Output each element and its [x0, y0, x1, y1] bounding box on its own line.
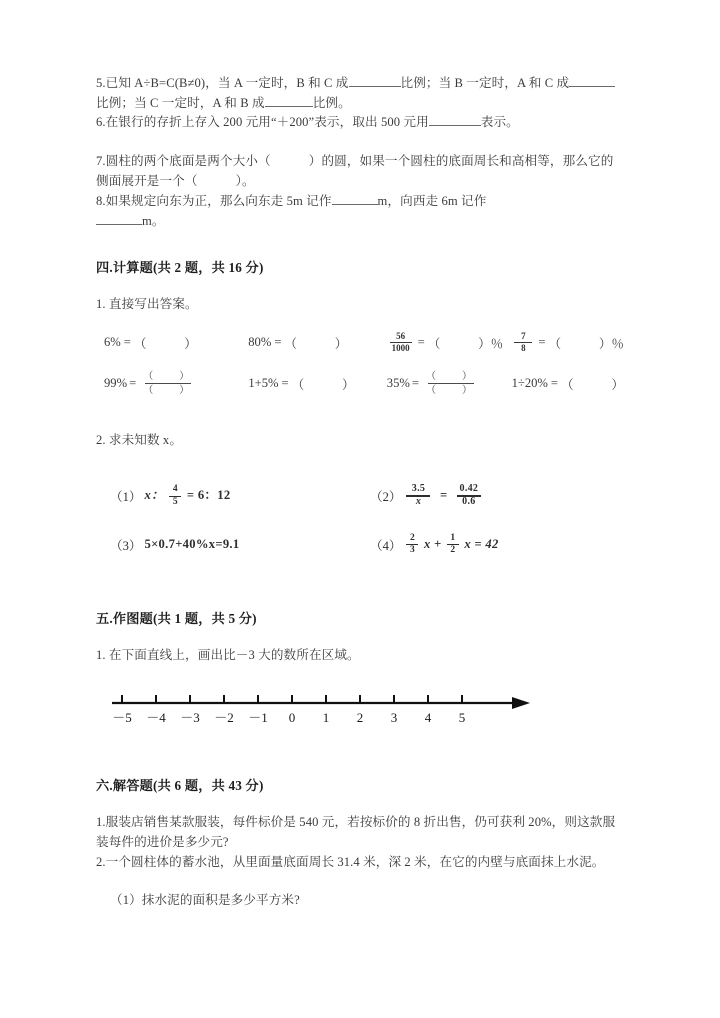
question-5-seg-1: 已知 A÷B=C(B≠0)，当 A 一定时，B 和 C 成	[105, 76, 349, 90]
question-8-seg-1: 如果规定向东为正，那么向东走 5m 记作	[105, 193, 332, 208]
equation-body	[144, 484, 230, 507]
number-line-figure	[104, 683, 624, 729]
equation-row-2	[110, 534, 624, 556]
calc-equals: =	[274, 334, 282, 349]
fraction-numerator: 4	[172, 484, 178, 495]
fraction	[406, 534, 418, 556]
calc-answer-slot[interactable]: （ ）	[561, 378, 624, 393]
equation-3	[110, 535, 370, 554]
section-four-q1-prompt: 1. 直接写出答案。	[96, 296, 198, 311]
question-6-seg-1: 在银行的存折上存入 200 元用“＋200”表示，取出 500 元用	[105, 115, 429, 129]
number-line-svg	[104, 683, 544, 729]
answer-fraction-denominator[interactable]: （ ）	[143, 385, 198, 397]
number-line-tick-label: 5	[458, 709, 466, 725]
page-content	[96, 74, 624, 910]
fraction-denominator: 0.6	[462, 496, 476, 508]
calc-item	[387, 371, 512, 396]
question-8-seg-2: m，向西走 6m 记作	[377, 193, 487, 208]
calc-item	[387, 332, 512, 354]
number-line-arrow-icon	[512, 697, 530, 709]
calc-answer-slot[interactable]: （ ）	[291, 378, 355, 393]
equation-1	[110, 484, 370, 507]
calc-equals: =	[417, 334, 425, 349]
calc-item	[104, 371, 248, 396]
calc-left: 35%	[386, 376, 410, 391]
question-text: 服装店销售某款服装，每件标价是 540 元，若按标价的 8 折出售，仍可获利 20%，则这款服装每件的进价是多少元?	[96, 814, 616, 849]
question-6-seg-2: 表示。	[480, 115, 519, 129]
calc-left: 6%	[104, 334, 121, 349]
question-number: 2.	[96, 854, 106, 869]
calc-equals: =	[281, 376, 289, 391]
calc-equals: =	[129, 376, 137, 391]
fraction-denominator: 3	[409, 544, 416, 555]
fill-in-blank-question-5	[96, 74, 624, 113]
answer-blank[interactable]	[265, 106, 313, 107]
equation-part-text: = 6：12	[186, 488, 231, 503]
fraction	[514, 332, 532, 354]
fraction	[457, 484, 481, 507]
section-six-sub-question-1: （1）抹水泥的面积是多少平方米?	[110, 892, 300, 907]
fraction	[390, 332, 412, 354]
answer-blank[interactable]	[429, 125, 481, 126]
question-text: 一个圆柱体的蓄水池，从里面量底面周长 31.4 米，深 2 米，在它的内壁与底面抹上水泥。	[105, 854, 605, 869]
fill-in-blank-question-6	[96, 113, 624, 133]
fraction-denominator: 2	[450, 544, 456, 555]
calc-item	[512, 374, 624, 393]
answer-blank[interactable]	[332, 204, 378, 205]
calc-answer-slot[interactable]: （ ）	[284, 336, 348, 351]
number-line-tick-label: 0	[288, 709, 296, 725]
fraction-numerator: 7	[521, 330, 526, 341]
number-line-labels	[112, 710, 465, 725]
fraction-denominator: 5	[172, 496, 178, 507]
calc-equals: =	[538, 334, 546, 349]
question-8-number: 8.	[96, 193, 106, 208]
equation-part-text: x：	[144, 488, 164, 503]
number-line-tick-label: 1	[322, 709, 330, 725]
section-four-heading: 四.计算题(共 2 题，共 16 分)	[96, 259, 264, 275]
equation-row-1	[110, 484, 624, 507]
answer-fraction-numerator[interactable]: （ ）	[143, 371, 198, 383]
answer-fraction-slot[interactable]	[139, 371, 197, 396]
number-line-tick-label: 4	[424, 709, 432, 725]
calc-answer-slot[interactable]: （ ）％	[427, 336, 504, 351]
question-7-number: 7.	[96, 153, 106, 168]
fraction	[406, 484, 430, 507]
fraction-numerator: 56	[396, 330, 406, 341]
section-six-question-1	[96, 812, 624, 852]
equation-part-text: x +	[423, 536, 442, 551]
section-four-q2-prompt: 2. 求未知数 x。	[96, 433, 183, 448]
equation-4	[370, 534, 499, 556]
equation-2	[370, 484, 483, 507]
calc-item	[248, 374, 386, 393]
question-8-seg-3: m。	[142, 213, 165, 228]
number-line-tick-label: －5	[112, 709, 132, 725]
equation-part-text: =	[439, 487, 448, 502]
answer-blank[interactable]	[96, 224, 142, 225]
answer-blank[interactable]	[569, 86, 615, 87]
calc-answer-slot[interactable]: （ ）％	[548, 336, 624, 351]
equation-label: （1）	[110, 490, 142, 505]
calc-equals: =	[411, 376, 419, 391]
calc-left: 99%	[104, 376, 128, 391]
fraction	[447, 534, 459, 556]
calc-answer-slot[interactable]: （ ）	[133, 336, 197, 351]
section-six-question-2	[96, 852, 624, 872]
fraction-numerator: 0.42	[459, 483, 479, 495]
answer-fraction-denominator[interactable]: （ ）	[426, 385, 480, 397]
number-line-tick-label: －1	[248, 709, 268, 725]
calc-item	[248, 333, 386, 352]
answer-blank[interactable]	[349, 86, 401, 87]
number-line-tick-label: －4	[146, 709, 166, 725]
question-number: 1.	[96, 814, 106, 829]
question-7-text: 圆柱的两个底面是两个大小（ ）的圆，如果一个圆柱的底面周长和高相等，那么它的侧面展开是一个（ ）。	[96, 153, 614, 188]
fraction-numerator: 3.5	[411, 483, 426, 495]
calc-equals: =	[550, 376, 559, 391]
calc-item	[104, 333, 248, 352]
calc-row-1	[104, 332, 624, 354]
number-line-tick-label: －2	[214, 709, 234, 725]
equation-body	[404, 534, 498, 556]
question-5-seg-2: 比例；当 B 一定时，A 和 C 成	[400, 76, 570, 90]
equation-part-text: x = 42	[464, 536, 499, 551]
section-five-heading: 五.作图题(共 1 题，共 5 分)	[96, 610, 257, 626]
calc-equals: =	[123, 334, 131, 349]
fraction-denominator: x	[415, 496, 422, 508]
question-5-seg-3: 比例；当 C 一定时，A 和 B 成	[96, 95, 265, 110]
answer-fraction-numerator[interactable]: （ ）	[426, 371, 480, 383]
question-6-number: 6.	[96, 115, 106, 129]
fraction	[169, 485, 181, 507]
fill-in-blank-question-7	[96, 151, 624, 191]
fraction-denominator: 8	[521, 342, 526, 353]
fill-in-blank-question-8	[96, 191, 624, 231]
calc-left: 1÷20%	[511, 376, 548, 391]
answer-fraction-slot[interactable]	[422, 371, 480, 396]
equation-body	[404, 484, 482, 507]
section-six-heading: 六.解答题(共 6 题，共 43 分)	[96, 777, 264, 793]
calc-item	[511, 332, 624, 354]
number-line-tick-label: 2	[356, 709, 364, 725]
equation-label: （3）	[110, 539, 142, 554]
calc-left: 1+5%	[248, 376, 279, 391]
question-5-number: 5.	[96, 76, 106, 90]
number-line-tick-label: 3	[390, 709, 398, 725]
section-five-q1-prompt: 1. 在下面直线上，画出比－3 大的数所在区域。	[96, 647, 360, 662]
equation-label: （2）	[370, 490, 402, 505]
number-line-ticks	[122, 695, 462, 703]
question-5-seg-4: 比例。	[312, 95, 351, 110]
equation-body: 5×0.7+40%x=9.1	[144, 537, 240, 552]
calc-row-2	[104, 371, 624, 396]
number-line-tick-label: －3	[180, 709, 200, 725]
fraction-numerator: 2	[409, 532, 416, 543]
fraction-numerator: 1	[450, 532, 456, 543]
calc-left: 80%	[248, 334, 272, 349]
equation-label: （4）	[370, 539, 402, 554]
fraction-denominator: 1000	[391, 342, 410, 353]
